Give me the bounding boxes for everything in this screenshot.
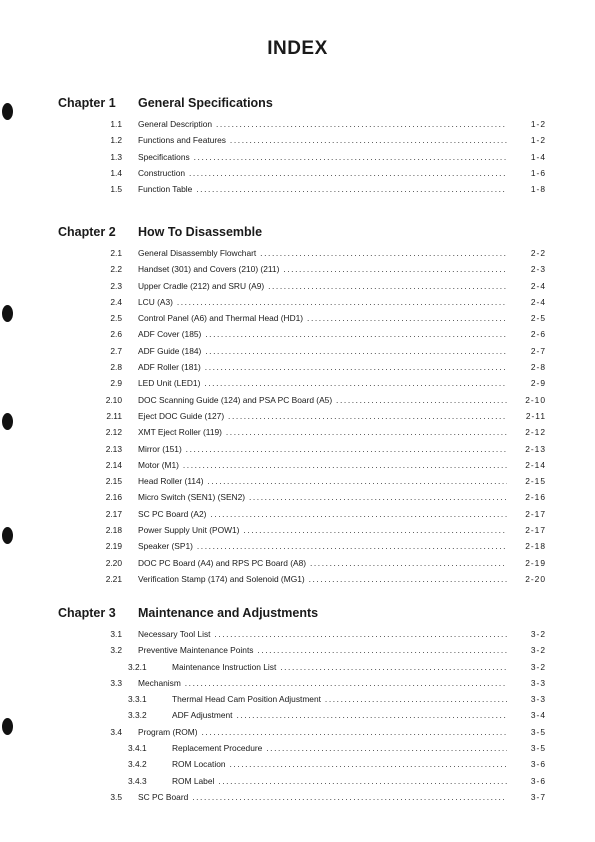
- entry-title: Mirror (151) .....: [138, 444, 507, 454]
- entry-title: XMT Eject Roller (119) .....: [138, 427, 507, 437]
- index-entry[interactable]: [0, 181, 595, 197]
- entry-number: 3.2.1: [128, 661, 147, 672]
- entry-number: 3.4: [110, 726, 122, 737]
- entry-number: 2.6: [110, 329, 122, 340]
- entry-title: SC PC Board .....: [138, 792, 507, 802]
- entry-page: 2-7: [530, 345, 546, 356]
- entry-page: 2-12: [525, 427, 546, 438]
- entry-title: ADF Cover (185) .....: [138, 329, 507, 339]
- index-entry[interactable]: [0, 116, 595, 132]
- entry-page: 3-6: [530, 775, 546, 786]
- entry-page: 2-20: [525, 573, 546, 584]
- entry-number: 1.1: [110, 119, 122, 129]
- entry-page: 2-3: [530, 264, 546, 275]
- entry-title: ROM Location .....: [172, 759, 507, 769]
- chapter-title: How To Disassemble: [138, 225, 263, 239]
- index-entry[interactable]: [0, 375, 595, 391]
- chapter-section: [0, 606, 595, 805]
- entry-page: 2-11: [525, 410, 546, 421]
- entry-page: 2-8: [530, 362, 546, 373]
- entry-title: Functions and Features .....: [138, 135, 507, 145]
- entry-title: Mechanism .....: [138, 678, 507, 688]
- entry-title: Upper Cradle (212) and SRU (A9) .....: [138, 281, 507, 291]
- chapter-label: Chapter 1: [58, 96, 116, 110]
- entry-number: 2.7: [110, 345, 122, 356]
- index-entry[interactable]: [0, 773, 595, 789]
- entry-number: 1.3: [110, 151, 122, 162]
- chapter-heading: [0, 225, 595, 245]
- index-entry[interactable]: [0, 506, 595, 522]
- index-entry[interactable]: [0, 707, 595, 723]
- entry-number: 3.4.1: [128, 743, 147, 754]
- entry-number: 3.3.2: [128, 710, 147, 721]
- entry-number: 2.19: [105, 541, 122, 552]
- entry-page: 3-2: [530, 629, 546, 639]
- entry-title: Necessary Tool List .....: [138, 629, 507, 639]
- index-entry[interactable]: [0, 294, 595, 310]
- entry-number: 2.14: [105, 459, 122, 470]
- chapter-title: Maintenance and Adjustments: [138, 606, 319, 620]
- index-entry[interactable]: [0, 489, 595, 505]
- index-entry[interactable]: [0, 789, 595, 805]
- index-entry[interactable]: [0, 261, 595, 277]
- entry-page: 3-3: [530, 677, 546, 688]
- index-entry[interactable]: [0, 149, 595, 165]
- chapter-label: Chapter 3: [58, 606, 116, 620]
- entry-number: 2.8: [110, 362, 122, 373]
- entry-number: 2.9: [110, 378, 122, 389]
- index-entry[interactable]: [0, 691, 595, 707]
- entry-page: 1-2: [530, 135, 546, 146]
- entry-page: 2-19: [525, 557, 546, 568]
- index-entry[interactable]: [0, 343, 595, 359]
- index-entry[interactable]: [0, 326, 595, 342]
- index-entry[interactable]: [0, 359, 595, 375]
- chapter-section: [0, 225, 595, 587]
- entry-page: 2-13: [525, 443, 546, 454]
- entry-title: Thermal Head Cam Position Adjustment .....: [172, 694, 507, 704]
- entry-page: 3-3: [530, 694, 546, 705]
- entry-title: Micro Switch (SEN1) (SEN2) .....: [138, 492, 507, 502]
- entry-number: 2.18: [105, 525, 122, 536]
- entry-page: 1-4: [530, 151, 546, 162]
- entry-title: SC PC Board (A2) .....: [138, 509, 507, 519]
- entry-number: 2.12: [105, 427, 122, 438]
- entry-number: 3.5: [110, 791, 122, 802]
- index-entry[interactable]: [0, 740, 595, 756]
- entry-number: 2.4: [110, 296, 122, 307]
- entry-title: Program (ROM) .....: [138, 727, 507, 737]
- entry-page: 2-14: [525, 459, 546, 470]
- entry-page: 2-15: [525, 476, 546, 487]
- entry-title: General Description .....: [138, 119, 507, 129]
- entry-title: Handset (301) and Covers (210) (211) .....: [138, 264, 507, 274]
- index-entry[interactable]: [0, 555, 595, 571]
- chapter-heading: [0, 96, 595, 116]
- index-entry[interactable]: [0, 310, 595, 326]
- entry-page: 2-9: [530, 378, 546, 389]
- entry-title: Construction .....: [138, 168, 507, 178]
- index-entry[interactable]: [0, 245, 595, 261]
- entry-title: Head Roller (114) .....: [138, 476, 507, 486]
- page-title: INDEX: [267, 38, 328, 59]
- index-entry[interactable]: [0, 538, 595, 554]
- entry-number: 2.5: [110, 313, 122, 324]
- entry-title: ROM Label .....: [172, 776, 507, 786]
- entry-title: Power Supply Unit (POW1) .....: [138, 525, 507, 535]
- entry-page: 2-17: [525, 525, 546, 536]
- index-entry[interactable]: [0, 408, 595, 424]
- entry-number: 2.1: [110, 248, 122, 258]
- index-entry[interactable]: [0, 522, 595, 538]
- entry-title: Control Panel (A6) and Thermal Head (HD1) .....: [138, 313, 507, 323]
- entry-page: 2-2: [530, 248, 546, 258]
- entry-number: 2.11: [106, 410, 122, 421]
- index-entry[interactable]: [0, 659, 595, 675]
- entry-number: 3.2: [110, 645, 122, 656]
- entry-page: 1-6: [530, 167, 546, 178]
- entry-page: 3-2: [530, 645, 546, 656]
- entry-title: ADF Guide (184) .....: [138, 346, 507, 356]
- chapter-label: Chapter 2: [58, 225, 116, 239]
- entry-title: DOC PC Board (A4) and RPS PC Board (A8) .....: [138, 558, 507, 568]
- entry-title: DOC Scanning Guide (124) and PSA PC Board (A5) .....: [138, 395, 507, 405]
- entry-title: Preventive Maintenance Points .....: [138, 645, 507, 655]
- entry-title: General Disassembly Flowchart .....: [138, 248, 507, 258]
- entry-page: 2-16: [525, 492, 546, 503]
- entry-page: 3-5: [530, 743, 546, 754]
- entry-page: 2-17: [525, 508, 546, 519]
- index-entry[interactable]: [0, 392, 595, 408]
- chapter-title: General Specifications: [138, 96, 273, 110]
- entry-number: 2.10: [105, 394, 122, 405]
- index-entry[interactable]: [0, 473, 595, 489]
- entry-number: 3.1: [110, 629, 122, 639]
- index-entry[interactable]: [0, 724, 595, 740]
- entry-page: 2-4: [530, 296, 546, 307]
- entry-page: 1-2: [530, 119, 546, 129]
- entry-number: 2.13: [105, 443, 122, 454]
- chapter-section: [0, 96, 595, 197]
- entry-page: 3-5: [530, 726, 546, 737]
- entry-number: 2.20: [105, 557, 122, 568]
- index-entry[interactable]: [0, 424, 595, 440]
- index-entry[interactable]: [0, 441, 595, 457]
- entry-number: 1.2: [110, 135, 122, 146]
- entry-page: 1-8: [530, 184, 546, 195]
- index-entry[interactable]: [0, 571, 595, 587]
- index-entry[interactable]: [0, 457, 595, 473]
- entry-page: 3-6: [530, 759, 546, 770]
- index-entry[interactable]: [0, 642, 595, 658]
- entry-title: Function Table .....: [138, 184, 507, 194]
- index-entry[interactable]: [0, 278, 595, 294]
- entry-title: LCU (A3) .....: [138, 297, 507, 307]
- entry-page: 3-2: [530, 661, 546, 672]
- entry-title: Specifications .....: [138, 152, 507, 162]
- entry-page: 3-4: [530, 710, 546, 721]
- entry-title: Maintenance Instruction List .....: [172, 662, 507, 672]
- index-entry[interactable]: [0, 675, 595, 691]
- entry-title: ADF Roller (181) .....: [138, 362, 507, 372]
- entry-title: Eject DOC Guide (127) .....: [138, 411, 507, 421]
- entry-number: 2.17: [105, 508, 122, 519]
- entry-number: 1.4: [110, 167, 122, 178]
- entry-number: 2.3: [110, 280, 122, 291]
- index-entry[interactable]: [0, 165, 595, 181]
- entry-page: 2-5: [530, 313, 546, 324]
- entry-number: 2.21: [105, 573, 122, 584]
- entry-title: ADF Adjustment .....: [172, 710, 507, 720]
- entry-page: 2-10: [525, 394, 546, 405]
- entry-number: 3.3: [110, 677, 122, 688]
- entry-page: 2-4: [530, 280, 546, 291]
- chapter-heading: [0, 606, 595, 626]
- index-entry[interactable]: [0, 756, 595, 772]
- entry-number: 3.4.3: [128, 775, 147, 786]
- entry-number: 2.2: [110, 264, 122, 275]
- entry-number: 3.3.1: [128, 694, 147, 705]
- entry-number: 1.5: [110, 184, 122, 195]
- entry-title: Verification Stamp (174) and Solenoid (MG1) .....: [138, 574, 507, 584]
- entry-page: 2-18: [525, 541, 546, 552]
- entry-title: Replacement Procedure .....: [172, 743, 507, 753]
- index-entry[interactable]: [0, 626, 595, 642]
- entry-number: 2.16: [105, 492, 122, 503]
- entry-title: Speaker (SP1) .....: [138, 541, 507, 551]
- entry-title: LED Unit (LED1) .....: [138, 378, 507, 388]
- entry-page: 2-6: [530, 329, 546, 340]
- entry-title: Motor (M1) .....: [138, 460, 507, 470]
- entry-number: 3.4.2: [128, 759, 147, 770]
- index-entry[interactable]: [0, 132, 595, 148]
- entry-number: 2.15: [105, 476, 122, 487]
- entry-page: 3-7: [530, 791, 546, 802]
